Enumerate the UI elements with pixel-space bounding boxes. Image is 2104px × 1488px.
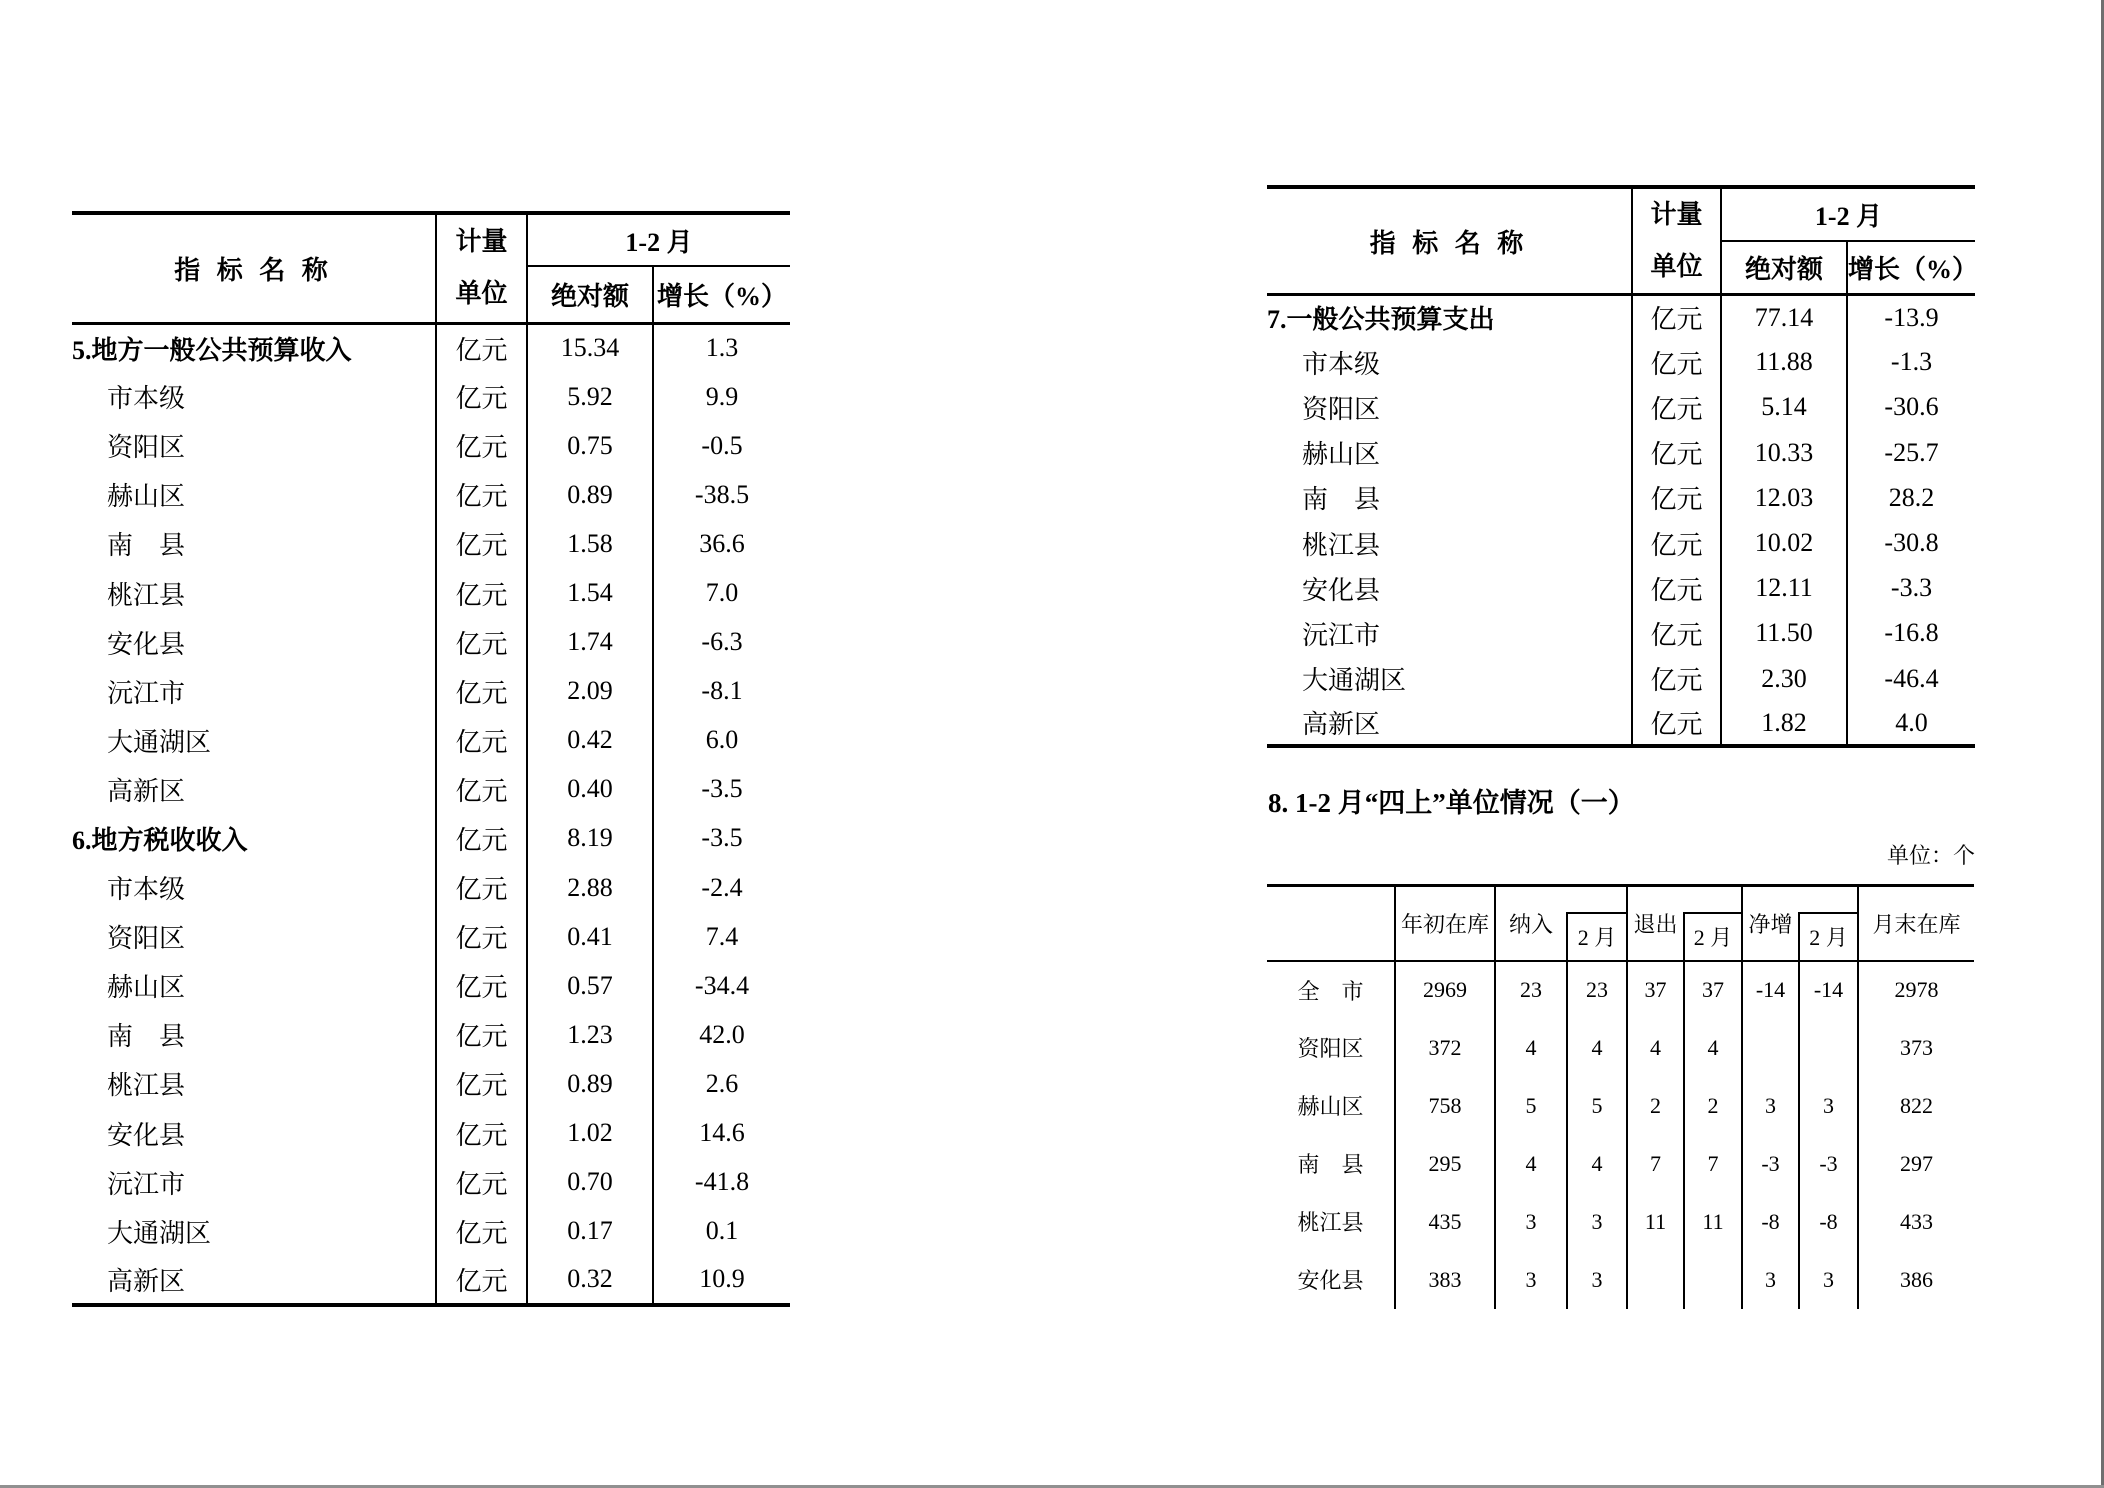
table-row xyxy=(72,1256,790,1305)
initial-stock-value: 372 xyxy=(1395,1019,1495,1077)
unit-value: 亿元 xyxy=(1632,656,1721,701)
table-row xyxy=(72,667,790,716)
unit-value: 亿元 xyxy=(436,519,527,568)
header-net-feb: 2 月 xyxy=(1799,913,1858,961)
region-name: 全 市 xyxy=(1297,978,1364,1004)
unit-value: 亿元 xyxy=(436,421,527,470)
growth-value: -6.3 xyxy=(653,618,790,667)
removed-feb-value: 4 xyxy=(1684,1019,1742,1077)
header-initial-stock: 年初在库 xyxy=(1395,886,1495,961)
header-unit-line2: 单位 xyxy=(1650,252,1703,281)
initial-stock-value: 383 xyxy=(1395,1251,1495,1309)
growth-value: -25.7 xyxy=(1847,430,1975,475)
absolute-value: 0.70 xyxy=(567,1167,613,1197)
end-stock-value: 433 xyxy=(1858,1193,1974,1251)
growth-value: -13.9 xyxy=(1847,295,1975,340)
growth-value: 9.9 xyxy=(653,372,790,421)
unit-value: 亿元 xyxy=(436,1059,527,1108)
indicator-name: 赫山区 xyxy=(1302,440,1381,470)
table-body xyxy=(72,323,790,1305)
absolute-value: 0.17 xyxy=(567,1216,613,1246)
header-removed: 退出 xyxy=(1627,886,1684,961)
table-row xyxy=(1267,611,1975,656)
indicator-name: 南 县 xyxy=(107,531,186,561)
indicator-name: 桃江县 xyxy=(107,1071,186,1101)
net-feb-value: 3 xyxy=(1799,1251,1858,1309)
end-stock-value: 373 xyxy=(1858,1019,1974,1077)
indicator-name: 市本级 xyxy=(1302,349,1381,379)
unit-value: 亿元 xyxy=(436,618,527,667)
net-feb-value: -8 xyxy=(1799,1193,1858,1251)
table-row xyxy=(1267,340,1975,385)
indicator-name: 7.一般公共预算支出 xyxy=(1267,305,1495,335)
header-corner xyxy=(1267,886,1395,961)
net-feb-value xyxy=(1799,1019,1858,1077)
table-row xyxy=(1267,520,1975,565)
growth-value: -3.5 xyxy=(653,814,790,863)
table-row xyxy=(72,716,790,765)
unit-value: 亿元 xyxy=(436,863,527,912)
table-body xyxy=(1267,295,1975,747)
table-row xyxy=(72,912,790,961)
indicator-name: 6.地方税收收入 xyxy=(72,825,248,855)
region-name: 赫山区 xyxy=(1297,1094,1364,1119)
table-row xyxy=(72,618,790,667)
header-growth: 增长（%） xyxy=(1847,241,1975,295)
absolute-value: 5.92 xyxy=(567,381,613,411)
indicator-name: 赫山区 xyxy=(107,482,186,512)
growth-value: -1.3 xyxy=(1847,340,1975,385)
absolute-value: 1.74 xyxy=(567,627,613,657)
added-feb-value: 3 xyxy=(1567,1251,1627,1309)
growth-value: 42.0 xyxy=(653,1010,790,1059)
growth-value: 0.1 xyxy=(653,1207,790,1256)
header-unit-line1: 计量 xyxy=(455,227,508,257)
removed-feb-value: 2 xyxy=(1684,1077,1742,1135)
table-row xyxy=(1267,961,1974,1019)
net-feb-value: -3 xyxy=(1799,1135,1858,1193)
growth-value: 14.6 xyxy=(653,1109,790,1158)
growth-value: -16.8 xyxy=(1847,611,1975,656)
indicator-name: 大通湖区 xyxy=(1302,666,1407,696)
growth-value: 6.0 xyxy=(653,716,790,765)
header-growth: 增长（%） xyxy=(653,266,790,323)
indicator-name: 市本级 xyxy=(107,384,186,414)
header-indicator-name: 指 标 名 称 xyxy=(1267,187,1632,295)
header-absolute: 绝对额 xyxy=(1721,241,1847,295)
added-feb-value: 23 xyxy=(1567,961,1627,1019)
unit-value: 亿元 xyxy=(436,716,527,765)
growth-value: 7.4 xyxy=(653,912,790,961)
net-value: -8 xyxy=(1742,1193,1799,1251)
absolute-value: 10.02 xyxy=(1754,528,1814,558)
indicator-name: 桃江县 xyxy=(1302,530,1381,560)
unit-value: 亿元 xyxy=(436,814,527,863)
removed-value xyxy=(1627,1251,1684,1309)
indicator-name: 资阳区 xyxy=(1302,394,1381,424)
budget-expenditure-table xyxy=(1267,185,1979,748)
net-value xyxy=(1742,1019,1799,1077)
initial-stock-value: 758 xyxy=(1395,1077,1495,1135)
unit-value: 亿元 xyxy=(1632,520,1721,565)
table-row xyxy=(1267,1077,1974,1135)
indicator-name: 南 县 xyxy=(107,1022,186,1052)
indicator-name: 沅江市 xyxy=(107,678,186,708)
header-unit xyxy=(436,213,527,323)
unit-value: 亿元 xyxy=(1632,340,1721,385)
absolute-value: 8.19 xyxy=(567,823,613,853)
initial-stock-value: 435 xyxy=(1395,1193,1495,1251)
region-name: 安化县 xyxy=(1297,1268,1364,1293)
table-header xyxy=(1267,187,1979,295)
end-stock-value: 386 xyxy=(1858,1251,1974,1309)
region-name: 南 县 xyxy=(1297,1152,1364,1177)
added-value: 4 xyxy=(1495,1019,1567,1077)
table-row xyxy=(72,765,790,814)
indicator-name: 5.地方一般公共预算收入 xyxy=(72,335,352,365)
table-row xyxy=(1267,1019,1974,1077)
indicator-name: 安化县 xyxy=(107,1120,186,1150)
absolute-value: 0.57 xyxy=(567,970,613,1000)
growth-value: -8.1 xyxy=(653,667,790,716)
table-row xyxy=(72,1109,790,1158)
header-unit-line1: 计量 xyxy=(1650,200,1703,229)
table-row xyxy=(1267,1135,1974,1193)
absolute-value: 1.58 xyxy=(567,528,613,558)
unit-value: 亿元 xyxy=(436,1158,527,1207)
indicator-name: 高新区 xyxy=(107,1266,186,1296)
table-row xyxy=(72,421,790,470)
table-row xyxy=(72,323,790,372)
removed-feb-value: 7 xyxy=(1684,1135,1742,1193)
header-spacer xyxy=(1684,886,1742,913)
absolute-value: 2.88 xyxy=(567,872,613,902)
absolute-value: 1.23 xyxy=(567,1019,613,1049)
absolute-value: 11.88 xyxy=(1755,347,1813,377)
header-indicator-name: 指 标 名 称 xyxy=(72,213,436,323)
growth-value: 2.6 xyxy=(653,1059,790,1108)
removed-feb-value xyxy=(1684,1251,1742,1309)
unit-value: 亿元 xyxy=(436,470,527,519)
absolute-value: 77.14 xyxy=(1754,302,1814,332)
header-period: 1-2 月 xyxy=(527,213,790,266)
unit-value: 亿元 xyxy=(436,1207,527,1256)
initial-stock-value: 2969 xyxy=(1395,961,1495,1019)
header-absolute: 绝对额 xyxy=(527,266,653,323)
table-row xyxy=(1267,566,1975,611)
growth-value: -46.4 xyxy=(1847,656,1975,701)
indicator-name: 大通湖区 xyxy=(107,727,212,757)
unit-value: 亿元 xyxy=(1632,430,1721,475)
absolute-value: 0.42 xyxy=(567,725,613,755)
header-end-stock: 月末在库 xyxy=(1858,886,1974,961)
removed-value: 37 xyxy=(1627,961,1684,1019)
table-row xyxy=(1267,1193,1974,1251)
indicator-name: 安化县 xyxy=(107,629,186,659)
table-row xyxy=(72,372,790,421)
removed-value: 2 xyxy=(1627,1077,1684,1135)
table-row xyxy=(1267,295,1975,340)
unit-value: 亿元 xyxy=(1632,611,1721,656)
net-value: -14 xyxy=(1742,961,1799,1019)
added-value: 4 xyxy=(1495,1135,1567,1193)
net-feb-value: 3 xyxy=(1799,1077,1858,1135)
net-value: 3 xyxy=(1742,1077,1799,1135)
header-added: 纳入 xyxy=(1495,886,1567,961)
header-unit-line2: 单位 xyxy=(455,279,508,309)
growth-value: -3.5 xyxy=(653,765,790,814)
absolute-value: 1.54 xyxy=(567,578,613,608)
growth-value: 1.3 xyxy=(653,323,790,372)
header-removed-feb: 2 月 xyxy=(1684,913,1742,961)
indicator-name: 沅江市 xyxy=(107,1169,186,1199)
indicator-name: 资阳区 xyxy=(107,433,186,463)
indicator-name: 安化县 xyxy=(1302,575,1381,605)
growth-value: 28.2 xyxy=(1847,475,1975,520)
absolute-value: 12.03 xyxy=(1754,482,1814,512)
header-unit xyxy=(1632,187,1721,295)
header-added-feb: 2 月 xyxy=(1567,913,1627,961)
added-feb-value: 5 xyxy=(1567,1077,1627,1135)
growth-value: -41.8 xyxy=(653,1158,790,1207)
absolute-value: 12.11 xyxy=(1755,573,1813,603)
unit-value: 亿元 xyxy=(436,961,527,1010)
header-period: 1-2 月 xyxy=(1721,187,1975,241)
indicator-name: 资阳区 xyxy=(107,924,186,954)
absolute-value: 0.75 xyxy=(567,430,613,460)
table-row xyxy=(1267,385,1975,430)
table-row xyxy=(1267,656,1975,701)
table-body xyxy=(1267,961,1974,1309)
absolute-value: 15.34 xyxy=(560,333,620,363)
indicator-name: 赫山区 xyxy=(107,973,186,1003)
unit-value: 亿元 xyxy=(436,765,527,814)
indicator-name: 市本级 xyxy=(107,875,186,905)
region-name: 资阳区 xyxy=(1297,1036,1364,1061)
section8-title: 8. 1-2 月“四上”单位情况（一） xyxy=(1268,788,1635,818)
absolute-value: 11.50 xyxy=(1755,618,1813,648)
absolute-value: 0.89 xyxy=(567,1068,613,1098)
unit-value: 亿元 xyxy=(1632,566,1721,611)
absolute-value: 2.30 xyxy=(1761,663,1807,693)
net-value: 3 xyxy=(1742,1251,1799,1309)
table-row xyxy=(1267,430,1975,475)
budget-revenue-table xyxy=(72,211,790,1307)
absolute-value: 1.82 xyxy=(1761,707,1807,737)
table-row xyxy=(72,863,790,912)
added-feb-value: 3 xyxy=(1567,1193,1627,1251)
growth-value: -30.8 xyxy=(1847,520,1975,565)
unit-value: 亿元 xyxy=(436,667,527,716)
header-net-increase: 净增 xyxy=(1742,886,1799,961)
table-row xyxy=(72,1158,790,1207)
end-stock-value: 822 xyxy=(1858,1077,1974,1135)
growth-value: -34.4 xyxy=(653,961,790,1010)
removed-feb-value: 11 xyxy=(1684,1193,1742,1251)
absolute-value: 2.09 xyxy=(567,676,613,706)
end-stock-value: 2978 xyxy=(1858,961,1974,1019)
table-header xyxy=(1267,886,1974,961)
added-feb-value: 4 xyxy=(1567,1019,1627,1077)
unit-value: 亿元 xyxy=(1632,475,1721,520)
table-row xyxy=(1267,475,1975,520)
indicator-name: 高新区 xyxy=(107,776,186,806)
growth-value: 36.6 xyxy=(653,519,790,568)
added-feb-value: 4 xyxy=(1567,1135,1627,1193)
absolute-value: 10.33 xyxy=(1754,437,1814,467)
growth-value: 4.0 xyxy=(1847,701,1975,746)
unit-value: 亿元 xyxy=(1632,385,1721,430)
table-row xyxy=(72,1059,790,1108)
unit-value: 亿元 xyxy=(1632,701,1721,746)
absolute-value: 0.32 xyxy=(567,1264,613,1294)
table-header xyxy=(72,213,790,323)
growth-value: -2.4 xyxy=(653,863,790,912)
units-table xyxy=(1267,884,1974,1309)
indicator-name: 南 县 xyxy=(1302,485,1381,515)
removed-value: 4 xyxy=(1627,1019,1684,1077)
absolute-value: 0.40 xyxy=(567,774,613,804)
unit-value: 亿元 xyxy=(1632,295,1721,340)
unit-value: 亿元 xyxy=(436,1109,527,1158)
table-row xyxy=(1267,1251,1974,1309)
table-row xyxy=(72,568,790,617)
growth-value: -38.5 xyxy=(653,470,790,519)
added-value: 3 xyxy=(1495,1251,1567,1309)
header-spacer xyxy=(1567,886,1627,913)
initial-stock-value: 295 xyxy=(1395,1135,1495,1193)
net-feb-value: -14 xyxy=(1799,961,1858,1019)
indicator-name: 沅江市 xyxy=(1302,620,1381,650)
removed-feb-value: 37 xyxy=(1684,961,1742,1019)
absolute-value: 0.41 xyxy=(567,921,613,951)
added-value: 23 xyxy=(1495,961,1567,1019)
growth-value: 10.9 xyxy=(653,1256,790,1305)
unit-value: 亿元 xyxy=(436,1256,527,1305)
indicator-name: 桃江县 xyxy=(107,580,186,610)
table-row xyxy=(72,961,790,1010)
net-value: -3 xyxy=(1742,1135,1799,1193)
unit-note: 单位：个 xyxy=(1886,843,1975,868)
table-row xyxy=(72,1207,790,1256)
added-value: 5 xyxy=(1495,1077,1567,1135)
table-row xyxy=(72,1010,790,1059)
table-row xyxy=(72,814,790,863)
unit-value: 亿元 xyxy=(436,1010,527,1059)
table-row xyxy=(1267,701,1975,746)
growth-value: -30.6 xyxy=(1847,385,1975,430)
end-stock-value: 297 xyxy=(1858,1135,1974,1193)
removed-value: 7 xyxy=(1627,1135,1684,1193)
region-name: 桃江县 xyxy=(1297,1210,1364,1235)
table-row xyxy=(72,519,790,568)
absolute-value: 0.89 xyxy=(567,479,613,509)
header-spacer xyxy=(1799,886,1858,913)
removed-value: 11 xyxy=(1627,1193,1684,1251)
unit-value: 亿元 xyxy=(436,323,527,372)
indicator-name: 大通湖区 xyxy=(107,1218,212,1248)
indicator-name: 高新区 xyxy=(1302,710,1381,740)
growth-value: -3.3 xyxy=(1847,566,1975,611)
unit-value: 亿元 xyxy=(436,568,527,617)
absolute-value: 1.02 xyxy=(567,1118,613,1148)
table-row xyxy=(72,470,790,519)
added-value: 3 xyxy=(1495,1193,1567,1251)
growth-value: -0.5 xyxy=(653,421,790,470)
absolute-value: 5.14 xyxy=(1761,392,1807,422)
unit-value: 亿元 xyxy=(436,372,527,421)
growth-value: 7.0 xyxy=(653,568,790,617)
unit-value: 亿元 xyxy=(436,912,527,961)
